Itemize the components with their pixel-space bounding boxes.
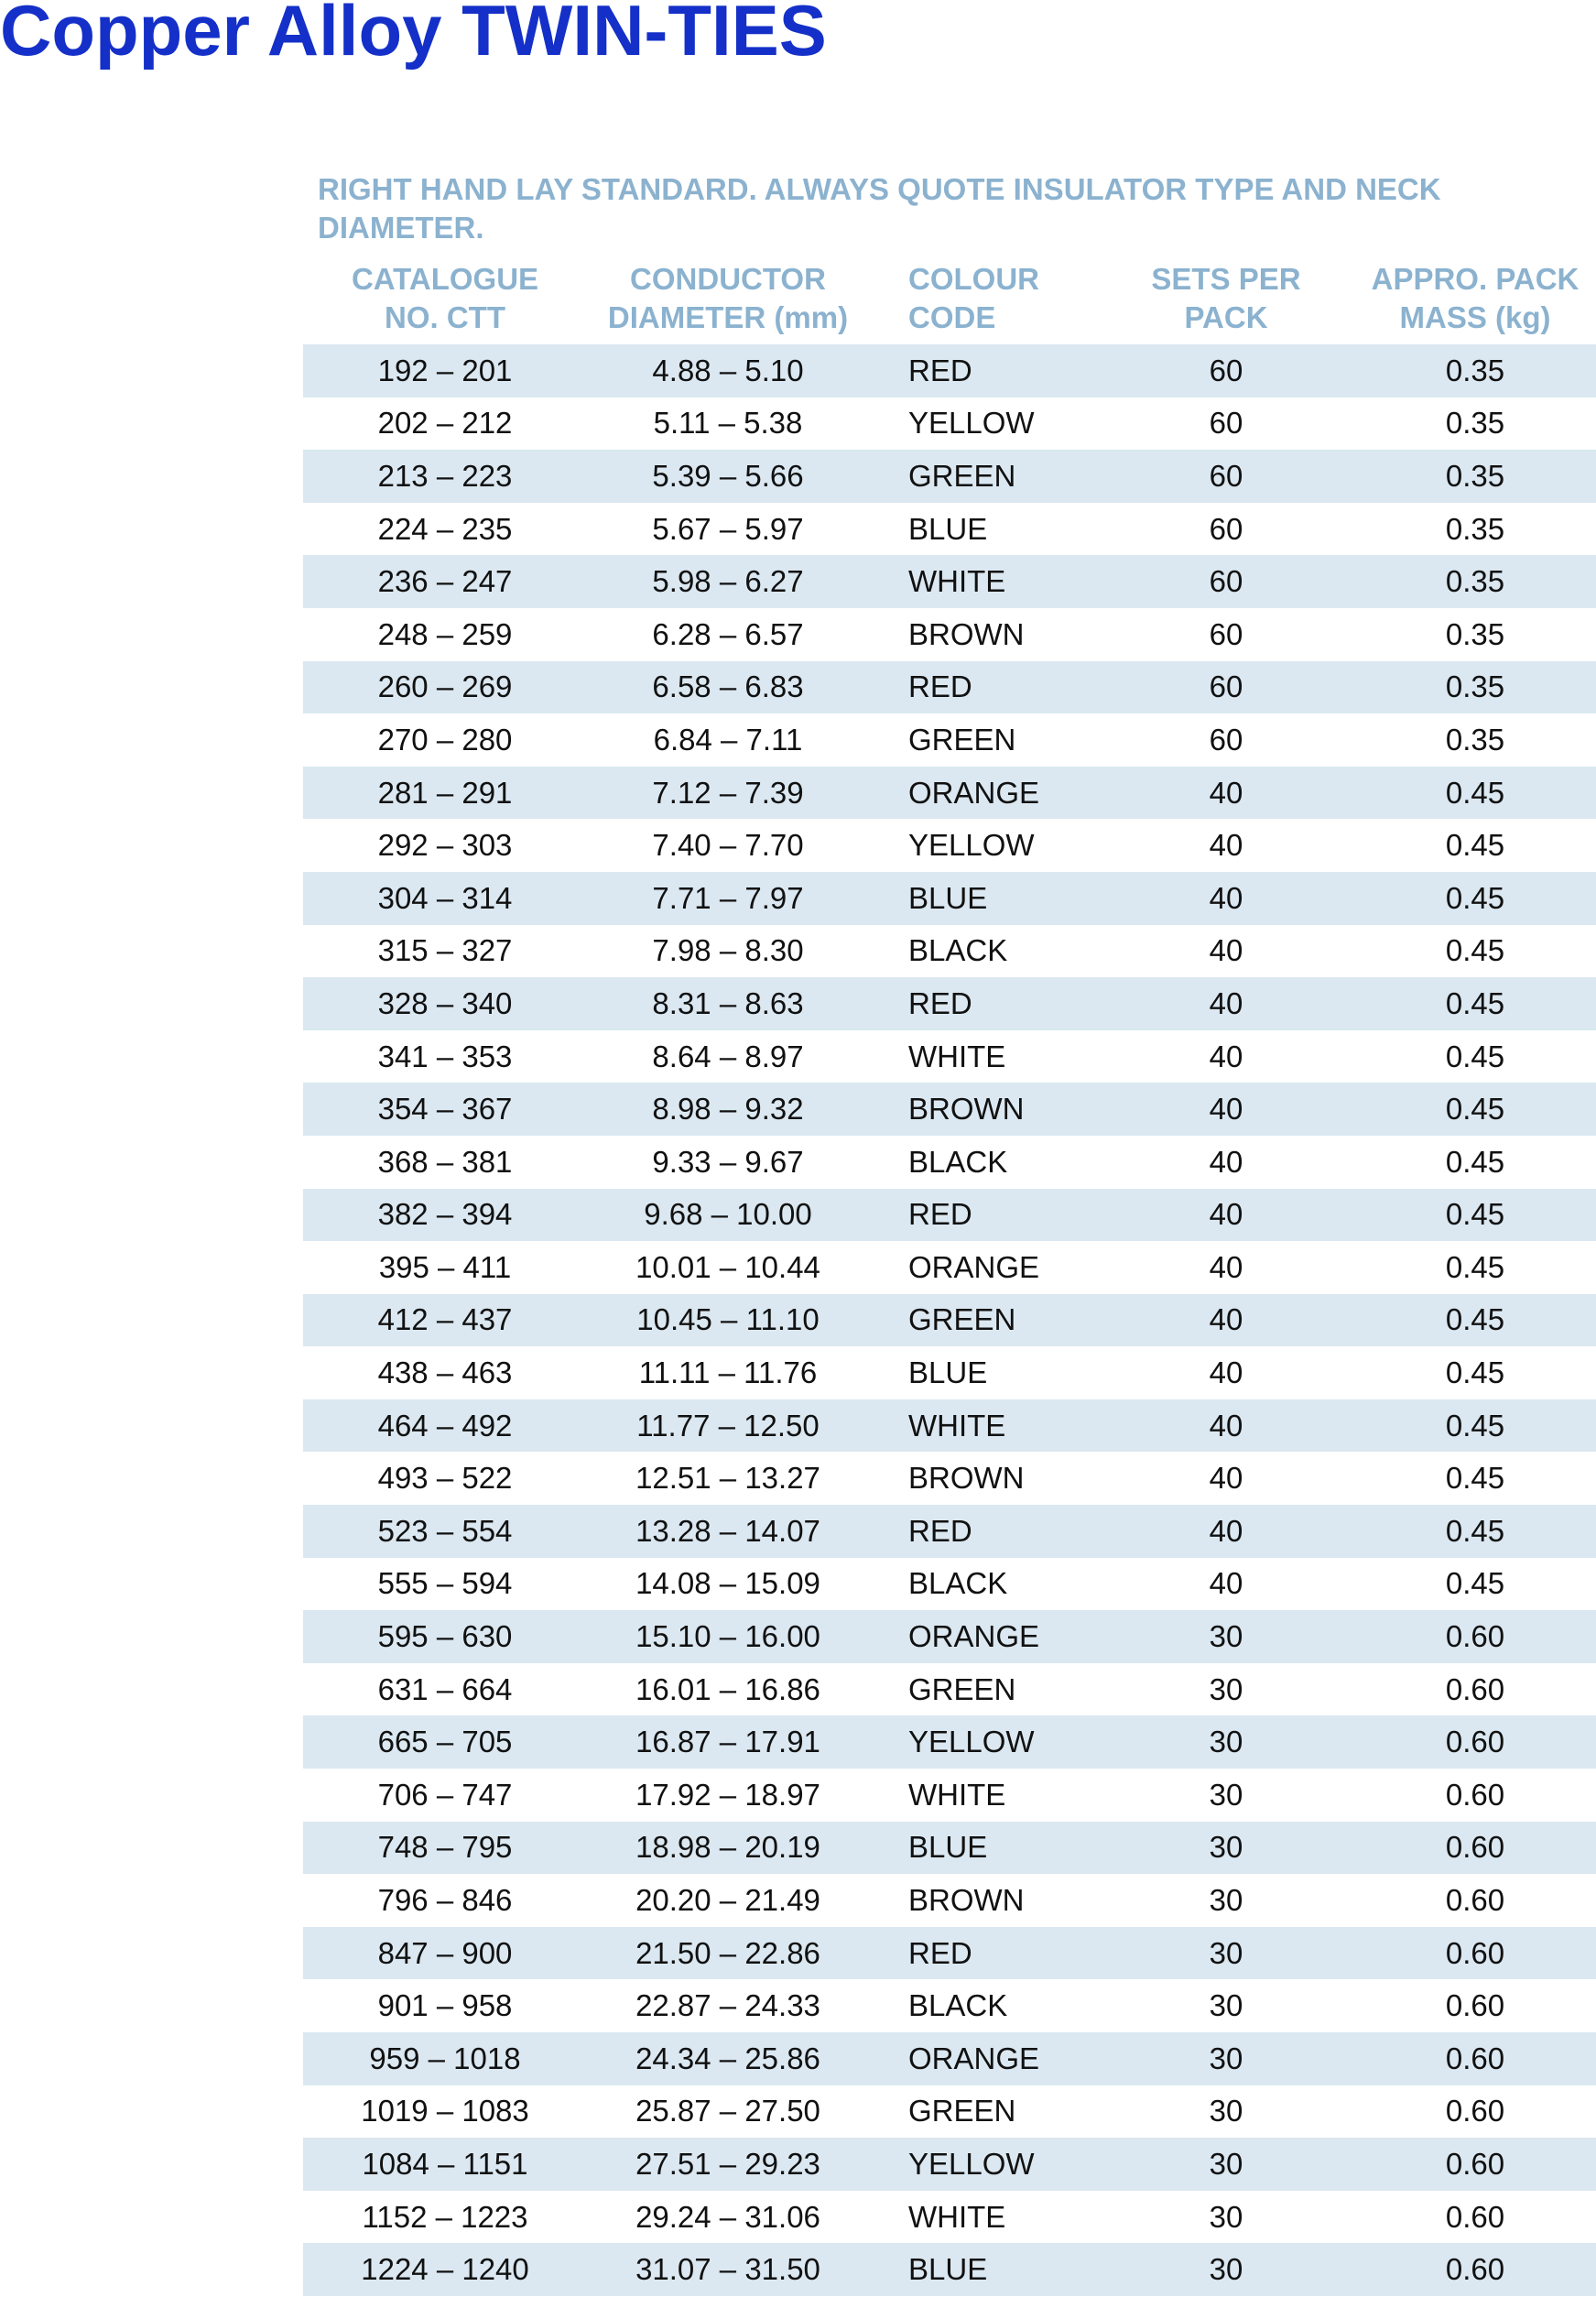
table-row: [303, 1030, 1596, 1083]
table-row: [303, 872, 1596, 925]
cell-conductor-diameter: 31.07 – 31.50: [635, 2252, 820, 2287]
table-row: [303, 1399, 1596, 1453]
cell-pack-mass: 0.45: [1445, 1408, 1505, 1442]
cell-conductor-diameter: 17.92 – 18.97: [635, 1777, 820, 1812]
cell-conductor-diameter: 15.10 – 16.00: [635, 1619, 820, 1654]
table-row: [303, 661, 1596, 714]
cell-sets-per-pack: 30: [1209, 1671, 1243, 1706]
cell-conductor-diameter: 13.28 – 14.07: [635, 1513, 820, 1548]
cell-colour-code: BROWN: [908, 1461, 1025, 1496]
table-row: [303, 1558, 1596, 1611]
cell-pack-mass: 0.60: [1445, 1830, 1505, 1865]
cell-pack-mass: 0.60: [1445, 2094, 1505, 2128]
cell-sets-per-pack: 30: [1209, 2094, 1243, 2128]
cell-catalogue-no: 224 – 235: [377, 511, 513, 546]
cell-conductor-diameter: 22.87 – 24.33: [635, 1988, 820, 2023]
cell-pack-mass: 0.45: [1445, 1355, 1505, 1390]
table-row: [303, 2032, 1596, 2085]
table-row: [303, 1822, 1596, 1875]
cell-pack-mass: 0.45: [1445, 933, 1505, 968]
table-row: [303, 1346, 1596, 1399]
cell-conductor-diameter: 7.12 – 7.39: [652, 775, 804, 810]
cell-catalogue-no: 631 – 664: [377, 1671, 513, 1706]
cell-catalogue-no: 1152 – 1223: [362, 2199, 528, 2234]
cell-colour-code: BROWN: [908, 1092, 1025, 1127]
cell-colour-code: BLUE: [908, 1355, 988, 1390]
cell-pack-mass: 0.35: [1445, 670, 1505, 704]
cell-pack-mass: 0.45: [1445, 1092, 1505, 1127]
table-row: [303, 1663, 1596, 1716]
cell-catalogue-no: 523 – 554: [377, 1513, 513, 1548]
cell-sets-per-pack: 40: [1209, 1039, 1243, 1073]
table-row: [303, 503, 1596, 556]
cell-conductor-diameter: 4.88 – 5.10: [652, 353, 804, 387]
cell-pack-mass: 0.45: [1445, 1566, 1505, 1601]
cell-pack-mass: 0.60: [1445, 1777, 1505, 1812]
cell-colour-code: BLACK: [908, 1144, 1008, 1179]
table-row: [303, 1294, 1596, 1347]
cell-catalogue-no: 706 – 747: [377, 1777, 513, 1812]
table-row: [303, 1136, 1596, 1189]
cell-conductor-diameter: 6.58 – 6.83: [652, 670, 804, 704]
cell-catalogue-no: 796 – 846: [377, 1883, 513, 1918]
table-row: [303, 1241, 1596, 1294]
cell-colour-code: GREEN: [908, 2094, 1016, 2128]
cell-sets-per-pack: 40: [1209, 1566, 1243, 1601]
cell-catalogue-no: 368 – 381: [377, 1144, 513, 1179]
table-row: [303, 397, 1596, 451]
table-row: [303, 1715, 1596, 1769]
table-row: [303, 608, 1596, 661]
cell-colour-code: BLUE: [908, 880, 988, 915]
cell-catalogue-no: 213 – 223: [377, 458, 513, 493]
table-row: [303, 2191, 1596, 2244]
cell-conductor-diameter: 24.34 – 25.86: [635, 2041, 820, 2075]
cell-conductor-diameter: 7.98 – 8.30: [652, 933, 804, 968]
cell-conductor-diameter: 11.11 – 11.76: [638, 1355, 818, 1390]
cell-colour-code: WHITE: [908, 1408, 1006, 1442]
cell-colour-code: YELLOW: [908, 2146, 1035, 2181]
cell-catalogue-no: 901 – 958: [377, 1988, 513, 2023]
cell-colour-code: RED: [908, 1513, 972, 1548]
cell-catalogue-no: 1084 – 1151: [362, 2146, 528, 2181]
cell-catalogue-no: 493 – 522: [377, 1461, 513, 1496]
cell-conductor-diameter: 9.68 – 10.00: [644, 1197, 812, 1232]
header-catalogue-no: CATALOGUE NO. CTT: [351, 262, 539, 334]
cell-sets-per-pack: 60: [1209, 511, 1243, 546]
cell-catalogue-no: 595 – 630: [377, 1619, 513, 1654]
cell-catalogue-no: 1019 – 1083: [361, 2094, 529, 2128]
cell-conductor-diameter: 27.51 – 29.23: [635, 2146, 820, 2181]
cell-catalogue-no: 248 – 259: [377, 616, 513, 651]
cell-sets-per-pack: 30: [1209, 1935, 1243, 1970]
cell-colour-code: YELLOW: [908, 828, 1035, 863]
cell-colour-code: ORANGE: [908, 2041, 1040, 2075]
cell-sets-per-pack: 40: [1209, 1355, 1243, 1390]
cell-pack-mass: 0.60: [1445, 1671, 1505, 1706]
cell-catalogue-no: 847 – 900: [377, 1935, 513, 1970]
cell-catalogue-no: 304 – 314: [377, 880, 513, 915]
cell-catalogue-no: 292 – 303: [377, 828, 513, 863]
cell-sets-per-pack: 40: [1209, 1144, 1243, 1179]
cell-pack-mass: 0.45: [1445, 1197, 1505, 1232]
table-row: [303, 1979, 1596, 2032]
page-title: Copper Alloy TWIN-TIES: [0, 0, 827, 71]
cell-conductor-diameter: 16.01 – 16.86: [635, 1671, 820, 1706]
cell-conductor-diameter: 8.98 – 9.32: [652, 1092, 804, 1127]
cell-pack-mass: 0.45: [1445, 880, 1505, 915]
cell-pack-mass: 0.35: [1445, 616, 1505, 651]
cell-pack-mass: 0.45: [1445, 1144, 1505, 1179]
cell-sets-per-pack: 60: [1209, 406, 1243, 441]
cell-catalogue-no: 748 – 795: [377, 1830, 513, 1865]
table-row: [303, 1610, 1596, 1663]
cell-catalogue-no: 236 – 247: [377, 564, 513, 599]
cell-pack-mass: 0.45: [1445, 1039, 1505, 1073]
cell-pack-mass: 0.45: [1445, 828, 1505, 863]
cell-conductor-diameter: 14.08 – 15.09: [635, 1566, 820, 1601]
cell-colour-code: YELLOW: [908, 406, 1035, 441]
cell-sets-per-pack: 30: [1209, 1725, 1243, 1759]
cell-pack-mass: 0.45: [1445, 985, 1505, 1020]
cell-sets-per-pack: 40: [1209, 1513, 1243, 1548]
cell-sets-per-pack: 40: [1209, 985, 1243, 1020]
cell-catalogue-no: 438 – 463: [377, 1355, 513, 1390]
cell-catalogue-no: 354 – 367: [377, 1092, 513, 1127]
cell-colour-code: BLACK: [908, 1566, 1008, 1601]
table-row: [303, 1505, 1596, 1558]
cell-sets-per-pack: 40: [1209, 1249, 1243, 1284]
cell-pack-mass: 0.60: [1445, 1988, 1505, 2023]
cell-sets-per-pack: 40: [1209, 1197, 1243, 1232]
table-row: [303, 713, 1596, 767]
cell-pack-mass: 0.60: [1445, 2146, 1505, 2181]
cell-colour-code: BLUE: [908, 2252, 988, 2287]
cell-conductor-diameter: 5.98 – 6.27: [652, 564, 804, 599]
cell-pack-mass: 0.35: [1445, 564, 1505, 599]
cell-sets-per-pack: 30: [1209, 1777, 1243, 1812]
cell-sets-per-pack: 40: [1209, 1302, 1243, 1337]
cell-conductor-diameter: 8.64 – 8.97: [652, 1039, 804, 1073]
cell-conductor-diameter: 10.01 – 10.44: [635, 1249, 820, 1284]
cell-pack-mass: 0.35: [1445, 353, 1505, 387]
cell-catalogue-no: 382 – 394: [377, 1197, 513, 1232]
cell-pack-mass: 0.45: [1445, 1513, 1505, 1548]
cell-catalogue-no: 1224 – 1240: [361, 2252, 529, 2287]
cell-catalogue-no: 328 – 340: [377, 985, 513, 1020]
cell-sets-per-pack: 30: [1209, 1883, 1243, 1918]
header-sets-per-pack: SETS PER PACK: [1151, 262, 1301, 334]
cell-catalogue-no: 395 – 411: [378, 1249, 512, 1284]
cell-catalogue-no: 464 – 492: [377, 1408, 513, 1442]
cell-colour-code: BROWN: [908, 616, 1025, 651]
cell-conductor-diameter: 16.87 – 17.91: [635, 1725, 820, 1759]
cell-conductor-diameter: 6.28 – 6.57: [652, 616, 804, 651]
cell-catalogue-no: 555 – 594: [377, 1566, 513, 1601]
cell-sets-per-pack: 40: [1209, 880, 1243, 915]
cell-colour-code: BROWN: [908, 1883, 1025, 1918]
table-row: [303, 1874, 1596, 1927]
twin-ties-table: [303, 256, 1596, 2296]
cell-colour-code: WHITE: [908, 1777, 1006, 1812]
cell-sets-per-pack: 40: [1209, 1461, 1243, 1496]
cell-colour-code: YELLOW: [908, 1725, 1035, 1759]
cell-sets-per-pack: 30: [1209, 2199, 1243, 2234]
cell-sets-per-pack: 30: [1209, 1830, 1243, 1865]
cell-colour-code: ORANGE: [908, 775, 1040, 810]
cell-colour-code: BLUE: [908, 511, 988, 546]
cell-catalogue-no: 412 – 437: [377, 1302, 513, 1337]
cell-catalogue-no: 315 – 327: [377, 933, 513, 968]
cell-sets-per-pack: 60: [1209, 458, 1243, 493]
cell-sets-per-pack: 60: [1209, 616, 1243, 651]
cell-colour-code: GREEN: [908, 1302, 1016, 1337]
table-note-line-1: RIGHT HAND LAY STANDARD. ALWAYS QUOTE INSULATOR TYPE AND NECK: [318, 172, 1441, 206]
cell-pack-mass: 0.60: [1445, 1935, 1505, 1970]
cell-conductor-diameter: 25.87 – 27.50: [635, 2094, 820, 2128]
table-row: [303, 1927, 1596, 1980]
cell-sets-per-pack: 40: [1209, 1092, 1243, 1127]
cell-pack-mass: 0.60: [1445, 1619, 1505, 1654]
cell-sets-per-pack: 60: [1209, 722, 1243, 757]
cell-pack-mass: 0.45: [1445, 1249, 1505, 1284]
cell-sets-per-pack: 60: [1209, 353, 1243, 387]
cell-conductor-diameter: 7.71 – 7.97: [652, 880, 804, 915]
cell-conductor-diameter: 12.51 – 13.27: [635, 1461, 820, 1496]
cell-colour-code: ORANGE: [908, 1249, 1040, 1284]
cell-conductor-diameter: 5.39 – 5.66: [652, 458, 804, 493]
cell-colour-code: RED: [908, 670, 972, 704]
cell-colour-code: RED: [908, 1935, 972, 1970]
table-row: [303, 2138, 1596, 2191]
table-row: [303, 1769, 1596, 1822]
table-row: [303, 450, 1596, 503]
cell-conductor-diameter: 6.84 – 7.11: [653, 722, 803, 757]
cell-pack-mass: 0.45: [1445, 1302, 1505, 1337]
cell-sets-per-pack: 30: [1209, 2041, 1243, 2075]
cell-conductor-diameter: 7.40 – 7.70: [652, 828, 804, 863]
cell-sets-per-pack: 40: [1209, 1408, 1243, 1442]
cell-conductor-diameter: 21.50 – 22.86: [635, 1935, 820, 1970]
table-row: [303, 925, 1596, 978]
cell-conductor-diameter: 5.11 – 5.38: [653, 406, 803, 441]
cell-conductor-diameter: 29.24 – 31.06: [635, 2199, 820, 2234]
cell-catalogue-no: 959 – 1018: [369, 2041, 521, 2075]
cell-colour-code: GREEN: [908, 722, 1016, 757]
table-body: [303, 344, 1596, 2296]
cell-colour-code: BLACK: [908, 1988, 1008, 2023]
cell-colour-code: ORANGE: [908, 1619, 1040, 1654]
cell-pack-mass: 0.60: [1445, 2252, 1505, 2287]
header-pack-mass: APPRO. PACK MASS (kg): [1371, 262, 1580, 334]
cell-colour-code: WHITE: [908, 2199, 1006, 2234]
cell-sets-per-pack: 60: [1209, 564, 1243, 599]
table-row: [303, 977, 1596, 1030]
table-row: [303, 1452, 1596, 1505]
cell-conductor-diameter: 9.33 – 9.67: [652, 1144, 804, 1179]
cell-sets-per-pack: 40: [1209, 828, 1243, 863]
cell-colour-code: BLACK: [908, 933, 1008, 968]
cell-colour-code: WHITE: [908, 1039, 1006, 1073]
cell-pack-mass: 0.35: [1445, 511, 1505, 546]
cell-conductor-diameter: 11.77 – 12.50: [636, 1408, 820, 1442]
table-row: [303, 2243, 1596, 2296]
cell-colour-code: RED: [908, 353, 972, 387]
table-note: [318, 170, 1581, 247]
cell-conductor-diameter: 10.45 – 11.10: [636, 1302, 820, 1337]
cell-conductor-diameter: 5.67 – 5.97: [652, 511, 804, 546]
cell-colour-code: WHITE: [908, 564, 1006, 599]
cell-pack-mass: 0.35: [1445, 406, 1505, 441]
table-row: [303, 819, 1596, 872]
cell-colour-code: GREEN: [908, 1671, 1016, 1706]
cell-pack-mass: 0.60: [1445, 1725, 1505, 1759]
cell-colour-code: RED: [908, 1197, 972, 1232]
table-row: [303, 1189, 1596, 1242]
cell-pack-mass: 0.60: [1445, 2041, 1505, 2075]
cell-pack-mass: 0.35: [1445, 458, 1505, 493]
cell-pack-mass: 0.60: [1445, 2199, 1505, 2234]
cell-sets-per-pack: 30: [1209, 2252, 1243, 2287]
header-colour-code: COLOUR CODE: [908, 262, 1039, 334]
cell-catalogue-no: 202 – 212: [377, 406, 513, 441]
header-conductor-diameter: CONDUCTOR DIAMETER (mm): [607, 262, 849, 334]
table-row: [303, 555, 1596, 608]
cell-catalogue-no: 192 – 201: [377, 353, 513, 387]
cell-pack-mass: 0.35: [1445, 722, 1505, 757]
cell-catalogue-no: 341 – 353: [377, 1039, 513, 1073]
cell-colour-code: GREEN: [908, 458, 1016, 493]
table-row: [303, 344, 1596, 397]
cell-catalogue-no: 270 – 280: [377, 722, 513, 757]
cell-catalogue-no: 281 – 291: [377, 775, 513, 810]
cell-catalogue-no: 665 – 705: [377, 1725, 513, 1759]
cell-sets-per-pack: 60: [1209, 670, 1243, 704]
cell-pack-mass: 0.60: [1445, 1883, 1505, 1918]
cell-sets-per-pack: 30: [1209, 2146, 1243, 2181]
cell-sets-per-pack: 40: [1209, 933, 1243, 968]
cell-conductor-diameter: 8.31 – 8.63: [652, 985, 804, 1020]
cell-sets-per-pack: 30: [1209, 1619, 1243, 1654]
cell-sets-per-pack: 40: [1209, 775, 1243, 810]
table-row: [303, 2085, 1596, 2139]
table-header-row: [303, 256, 1596, 344]
cell-colour-code: BLUE: [908, 1830, 988, 1865]
cell-sets-per-pack: 30: [1209, 1988, 1243, 2023]
cell-pack-mass: 0.45: [1445, 775, 1505, 810]
cell-conductor-diameter: 20.20 – 21.49: [635, 1883, 820, 1918]
cell-catalogue-no: 260 – 269: [377, 670, 513, 704]
cell-conductor-diameter: 18.98 – 20.19: [635, 1830, 820, 1865]
cell-pack-mass: 0.45: [1445, 1461, 1505, 1496]
table-row: [303, 767, 1596, 820]
table-note-line-2: DIAMETER.: [318, 211, 484, 245]
cell-colour-code: RED: [908, 985, 972, 1020]
table-row: [303, 1083, 1596, 1136]
